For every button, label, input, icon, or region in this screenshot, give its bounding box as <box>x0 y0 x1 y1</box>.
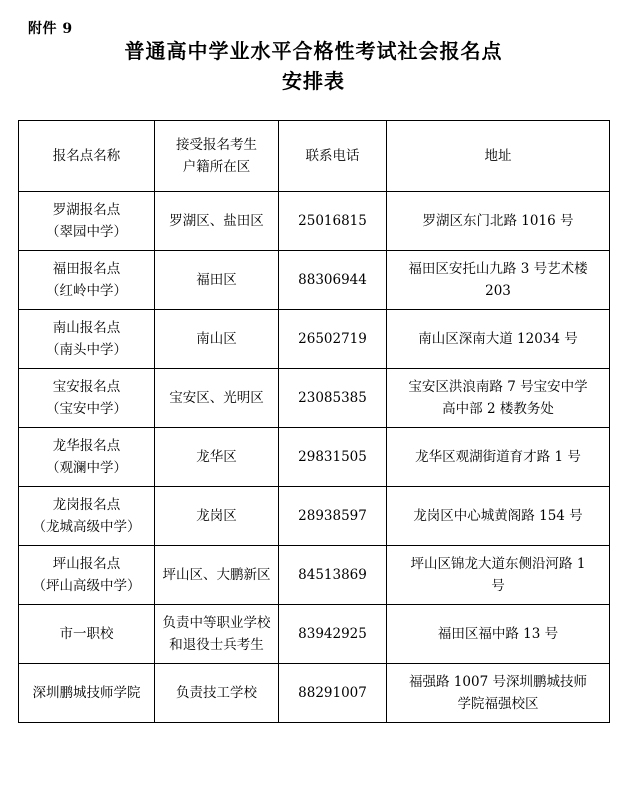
address-line-1: 福田区安托山九路 3 号艺术楼 <box>408 261 588 277</box>
attachment-label: 附件 9 <box>28 21 73 37</box>
column-header-phone: 联系电话 <box>279 121 387 192</box>
cell-address <box>387 369 610 428</box>
cell-phone: 25016815 <box>279 192 387 251</box>
table-row <box>19 192 610 251</box>
table-row <box>19 605 610 664</box>
site-name-line-2: （南头中学） <box>46 342 127 358</box>
cell-phone: 88306944 <box>279 251 387 310</box>
cell-phone: 29831505 <box>279 428 387 487</box>
district-line-1: 负责中等职业学校 <box>162 615 271 631</box>
address-line-2: 203 <box>485 283 511 299</box>
cell-district: 龙华区 <box>155 428 279 487</box>
page-title <box>0 36 627 96</box>
cell-address <box>387 310 610 369</box>
cell-phone: 26502719 <box>279 310 387 369</box>
cell-address: 福田区福中路 13 号 <box>387 605 610 664</box>
address-line-1: 福强路 1007 号深圳鹏城技师 <box>409 674 587 690</box>
address-line-1: 南山区深南大道 12034 号 <box>418 331 578 347</box>
cell-district: 福田区 <box>155 251 279 310</box>
cell-address <box>387 546 610 605</box>
cell-district: 坪山区、大鹏新区 <box>155 546 279 605</box>
address-line-1: 宝安区洪浪南路 7 号宝安中学 <box>408 379 588 395</box>
title-line-1: 普通高中学业水平合格性考试社会报名点 <box>124 39 503 63</box>
cell-site-name: 深圳鹏城技师学院 <box>19 664 155 723</box>
cell-address <box>387 487 610 546</box>
column-header-site-name: 报名点名称 <box>19 121 155 192</box>
site-name-line-1: 龙岗报名点 <box>52 497 121 513</box>
cell-phone: 88291007 <box>279 664 387 723</box>
site-name-line-1: 福田报名点 <box>52 261 121 277</box>
address-line-1: 罗湖区东门北路 1016 号 <box>422 213 574 229</box>
cell-phone: 28938597 <box>279 487 387 546</box>
column-header-district <box>155 121 279 192</box>
cell-phone: 23085385 <box>279 369 387 428</box>
cell-site-name <box>19 369 155 428</box>
site-name-line-1: 坪山报名点 <box>52 556 121 572</box>
table-row <box>19 664 610 723</box>
column-header-district-line-1: 接受报名考生 <box>176 137 257 153</box>
table-row <box>19 251 610 310</box>
site-name-line-1: 宝安报名点 <box>52 379 121 395</box>
address-line-1: 龙岗区中心城黄阁路 154 号 <box>413 508 583 524</box>
cell-site-name <box>19 487 155 546</box>
site-name-line-2: （观澜中学） <box>46 460 127 476</box>
address-line-2: 学院福强校区 <box>457 696 539 712</box>
site-name-line-1: 南山报名点 <box>52 320 121 336</box>
cell-phone: 84513869 <box>279 546 387 605</box>
cell-district: 宝安区、光明区 <box>155 369 279 428</box>
cell-district: 龙岗区 <box>155 487 279 546</box>
cell-address <box>387 251 610 310</box>
registration-sites-table <box>18 120 610 723</box>
site-name-line-1: 龙华报名点 <box>52 438 121 454</box>
cell-district: 罗湖区、盐田区 <box>155 192 279 251</box>
site-name-line-2: （坪山高级中学） <box>32 578 141 594</box>
cell-address <box>387 428 610 487</box>
site-name-line-1: 罗湖报名点 <box>52 202 121 218</box>
table-row <box>19 487 610 546</box>
site-name-line-2: （龙城高级中学） <box>32 519 141 535</box>
cell-address <box>387 192 610 251</box>
address-line-1: 龙华区观湖街道育才路 1 号 <box>415 449 581 465</box>
cell-district <box>155 605 279 664</box>
cell-site-name <box>19 428 155 487</box>
table-row <box>19 428 610 487</box>
title-line-2: 安排表 <box>282 69 345 93</box>
table-row <box>19 369 610 428</box>
column-header-address: 地址 <box>387 121 610 192</box>
address-line-1: 坪山区锦龙大道东侧沿河路 1 <box>410 556 586 572</box>
table-header-row <box>19 121 610 192</box>
site-name-line-2: （翠园中学） <box>46 224 127 240</box>
site-name-line-2: （宝安中学） <box>46 401 127 417</box>
cell-district: 南山区 <box>155 310 279 369</box>
cell-site-name <box>19 310 155 369</box>
address-line-2: 高中部 2 楼教务处 <box>442 401 554 417</box>
table-row <box>19 310 610 369</box>
address-line-2: 号 <box>491 578 505 594</box>
table-row <box>19 546 610 605</box>
cell-site-name <box>19 546 155 605</box>
cell-site-name <box>19 192 155 251</box>
cell-address <box>387 664 610 723</box>
cell-phone: 83942925 <box>279 605 387 664</box>
cell-district: 负责技工学校 <box>155 664 279 723</box>
site-name-line-2: （红岭中学） <box>46 283 127 299</box>
cell-site-name: 市一职校 <box>19 605 155 664</box>
column-header-district-line-2: 户籍所在区 <box>182 159 251 175</box>
district-line-2: 和退役士兵考生 <box>169 637 264 653</box>
cell-site-name <box>19 251 155 310</box>
